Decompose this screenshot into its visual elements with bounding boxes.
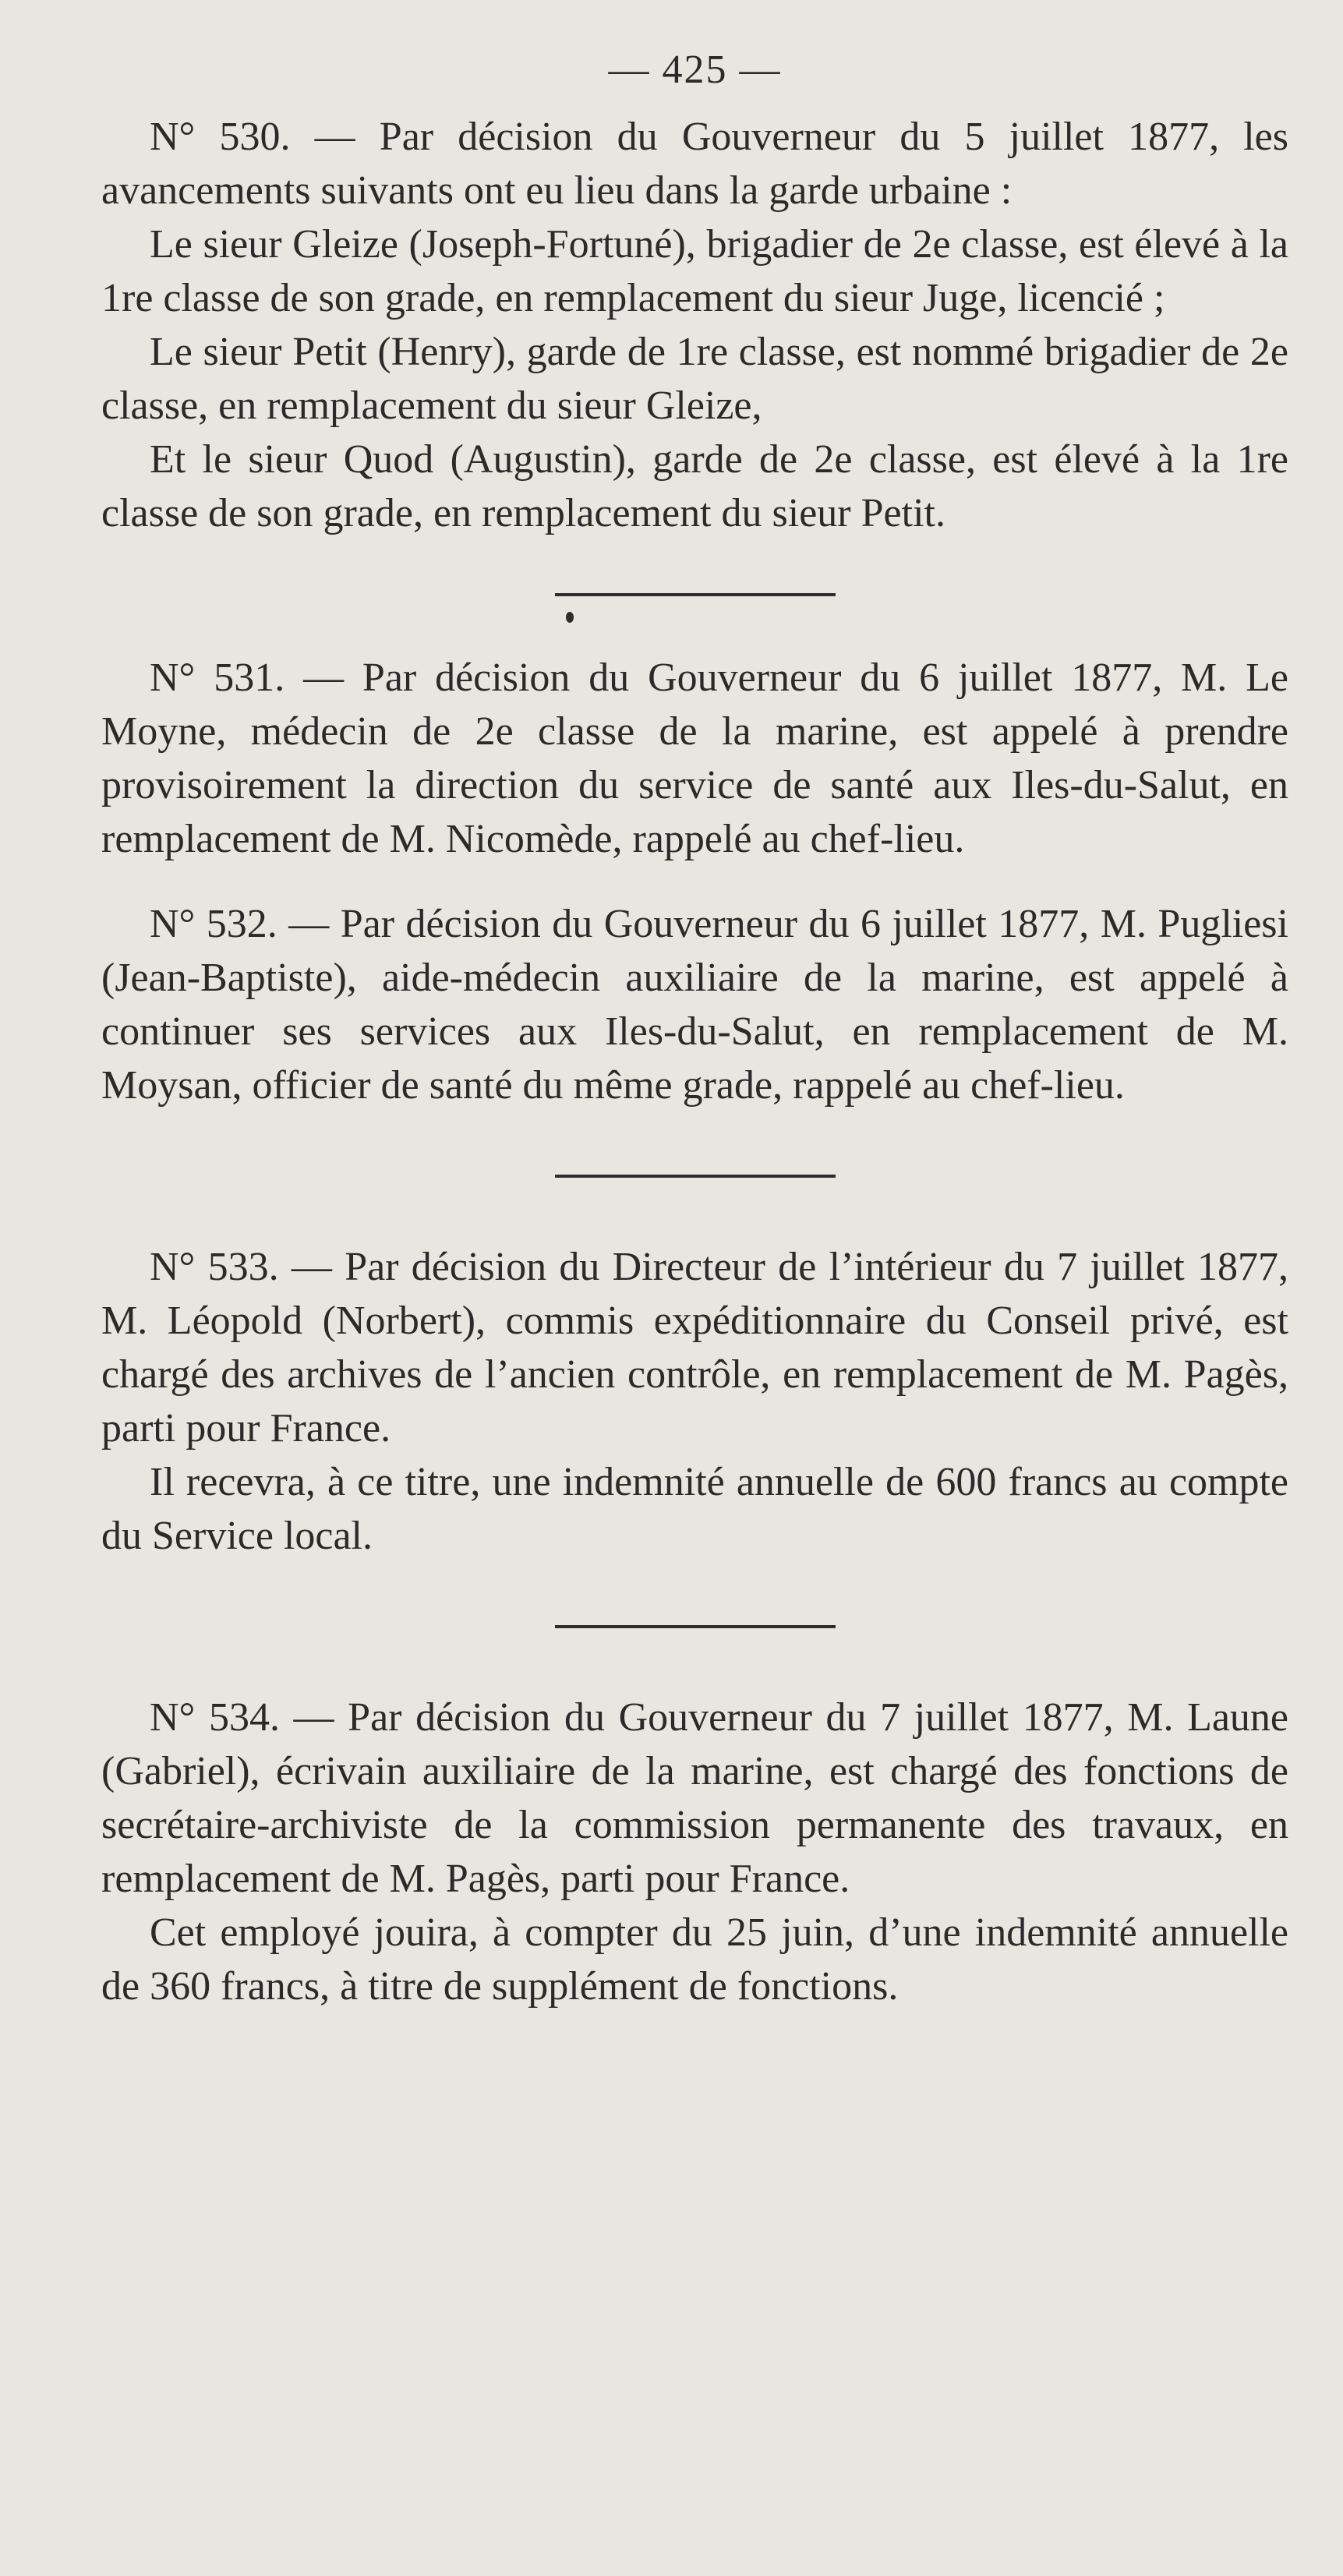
paragraph: Le sieur Petit (Henry), garde de 1re classe, est nommé brigadier de 2e classe, en remplacement du sieur Gleize,: [101, 330, 1288, 428]
paragraph: N° 533. — Par décision du Directeur de l’intérieur du 7 juillet 1877, M. Léopold (Norbert), commis expéditionnaire du Conseil privé, est chargé des archives de l’ancien contrôle, en remplacement de M. Pagès, parti pour France.: [101, 1245, 1288, 1451]
page-number: — 425 —: [608, 48, 782, 92]
separator-rule: [555, 593, 836, 596]
entry-534: [101, 1691, 1288, 2013]
paragraph: N° 530. — Par décision du Gouverneur du 5 juillet 1877, les avancements suivants ont eu lieu dans la garde urbaine :: [101, 115, 1288, 213]
entry-533: [101, 1240, 1288, 1563]
entry-530: [101, 110, 1288, 540]
ink-spot: [566, 612, 574, 623]
paragraph: Il recevra, à ce titre, une indemnité annuelle de 600 francs au compte du Service local.: [101, 1460, 1288, 1558]
paragraph: Cet employé jouira, à compter du 25 juin, d’une indemnité annuelle de 360 francs, à titre de supplément de fonctions.: [101, 1910, 1288, 2009]
entry-531: [101, 651, 1288, 866]
paragraph: N° 531. — Par décision du Gouverneur du 6 juillet 1877, M. Le Moyne, médecin de 2e classe de la marine, est appelé à prendre provisoirement la direction du service de santé aux Iles-du-Salut, en remplacement de M. Nicomède, rappelé au chef-lieu.: [101, 655, 1288, 861]
entry-532: [101, 897, 1288, 1112]
paragraph: Le sieur Gleize (Joseph-Fortuné), brigadier de 2e classe, est élevé à la 1re classe de son grade, en remplacement du sieur Juge, licencié ;: [101, 222, 1288, 320]
paragraph: N° 534. — Par décision du Gouverneur du 7 juillet 1877, M. Laune (Gabriel), écrivain auxiliaire de la marine, est chargé des fonctions de secrétaire-archiviste de la commission permanente des travaux, en remplacement de M. Pagès, parti pour France.: [101, 1695, 1288, 1901]
paragraph: Et le sieur Quod (Augustin), garde de 2e classe, est élevé à la 1re classe de son grade, en remplacement du sieur Petit.: [101, 437, 1288, 535]
paragraph: N° 532. — Par décision du Gouverneur du 6 juillet 1877, M. Pugliesi (Jean-Baptiste), aide-médecin auxiliaire de la marine, est appelé à continuer ses services aux Iles-du-Salut, en remplacement de M. Moysan, officier de santé du même grade, rappelé au chef-lieu.: [101, 902, 1288, 1108]
